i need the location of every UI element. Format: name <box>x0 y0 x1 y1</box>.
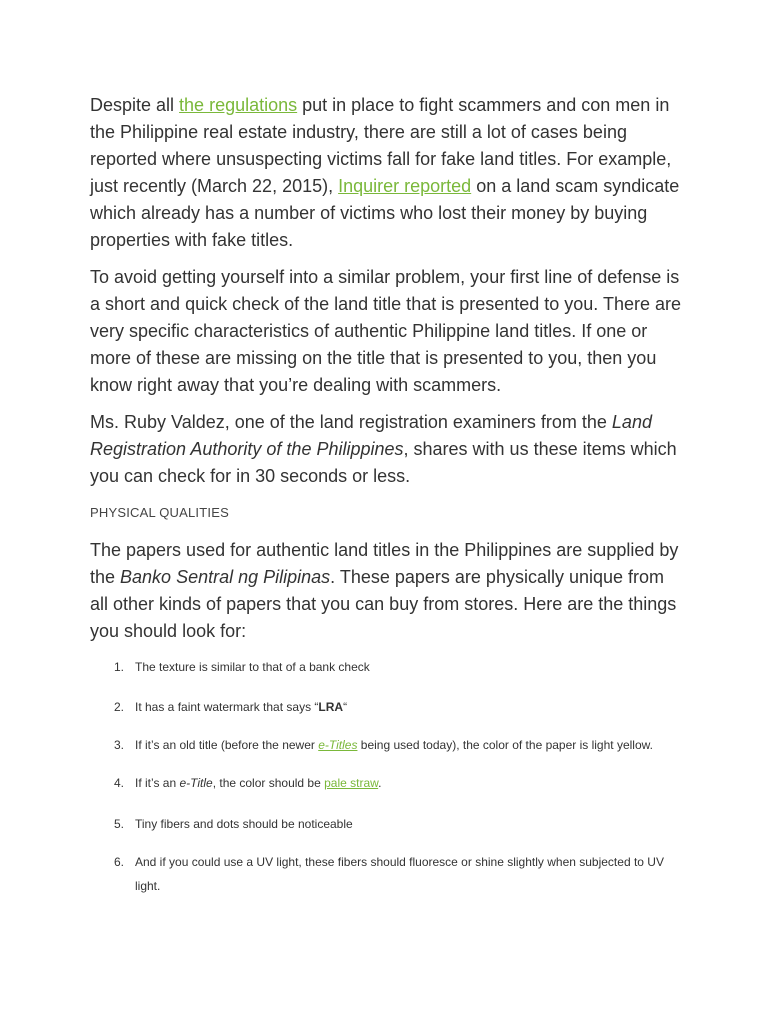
banko-sentral-name: Banko Sentral ng Pilipinas <box>120 567 331 587</box>
list-item <box>90 850 685 898</box>
list-item-text: And if you could use a UV light, these fibers should fluoresce or shine slightly when subjected to UV light. <box>135 855 664 893</box>
article-body <box>90 92 685 898</box>
physical-qualities-list <box>90 655 685 898</box>
intro-text-3: on a land scam syndicate which already has a number of victims who lost their money by buying properties with fake titles. <box>90 176 680 250</box>
list-item-number: 6 . <box>110 850 124 874</box>
list-item-text: If it’s an old title (before the newer <box>135 738 319 752</box>
list-item-text: . <box>378 776 382 790</box>
e-titles-link[interactable]: e-Titles <box>318 738 358 752</box>
papers-text-2: . These papers are physically unique from all other kinds of papers that you can buy from stores. Here are the things you should look for: <box>90 567 677 641</box>
intro-text-2: put in place to fight scammers and con men in the Philippine real estate industry, there are still a lot of cases being reported where unsuspecting victims fall for fake land titles. For example, just recently (March 22, 2015), <box>90 95 672 196</box>
list-item <box>90 771 685 795</box>
inquirer-link[interactable]: Inquirer reported <box>338 176 472 196</box>
intro-paragraph <box>90 92 685 254</box>
list-item-text: being used today), the color of the paper is light yellow. <box>357 738 653 752</box>
list-item <box>90 733 685 757</box>
examiner-paragraph <box>90 409 685 490</box>
pale-straw-link[interactable]: pale straw <box>324 776 379 790</box>
lra-watermark-text: LRA <box>318 700 344 714</box>
list-item-text: Tiny fibers and dots should be noticeable <box>135 817 353 831</box>
list-item-number: 2 . <box>110 695 124 719</box>
examiner-text-1: Ms. Ruby Valdez, one of the land registration examiners from the <box>90 412 612 432</box>
e-title-term: e-Title <box>179 776 213 790</box>
intro-text-1: Despite all <box>90 95 180 115</box>
regulations-link[interactable]: the regulations <box>179 95 298 115</box>
list-item-number: 3 . <box>110 733 124 757</box>
examiner-text-2: , shares with us these items which you can check for in 30 seconds or less. <box>90 439 677 486</box>
papers-text-1: The papers used for authentic land titles in the Philippines are supplied by the <box>90 540 679 587</box>
list-item-number: 1 . <box>110 655 124 679</box>
list-item <box>90 812 685 836</box>
list-item-text: The texture is similar to that of a bank check <box>135 660 370 674</box>
defense-paragraph: To avoid getting yourself into a similar problem, your first line of defense is a short and quick check of the land title that is presented to you. There are very specific characteristics of authentic Philippine land titles. If one or more of these are missing on the title that is presented to you, then you know right away that you’re dealing with scammers. <box>90 267 682 395</box>
list-item-text: If it’s an <box>135 776 180 790</box>
list-item <box>90 655 685 679</box>
list-item-number: 5 . <box>110 812 124 836</box>
list-item-text: “ <box>343 700 348 714</box>
papers-paragraph <box>90 537 685 645</box>
list-item-number: 4 . <box>110 771 124 795</box>
list-item-text: It has a faint watermark that says “ <box>135 700 319 714</box>
list-item <box>90 695 685 719</box>
lra-name: Land Registration Authority of the Philippines <box>90 412 652 459</box>
list-item-text: , the color should be <box>212 776 325 790</box>
section-heading-physical-qualities: PHYSICAL QUALITIES <box>90 505 229 520</box>
